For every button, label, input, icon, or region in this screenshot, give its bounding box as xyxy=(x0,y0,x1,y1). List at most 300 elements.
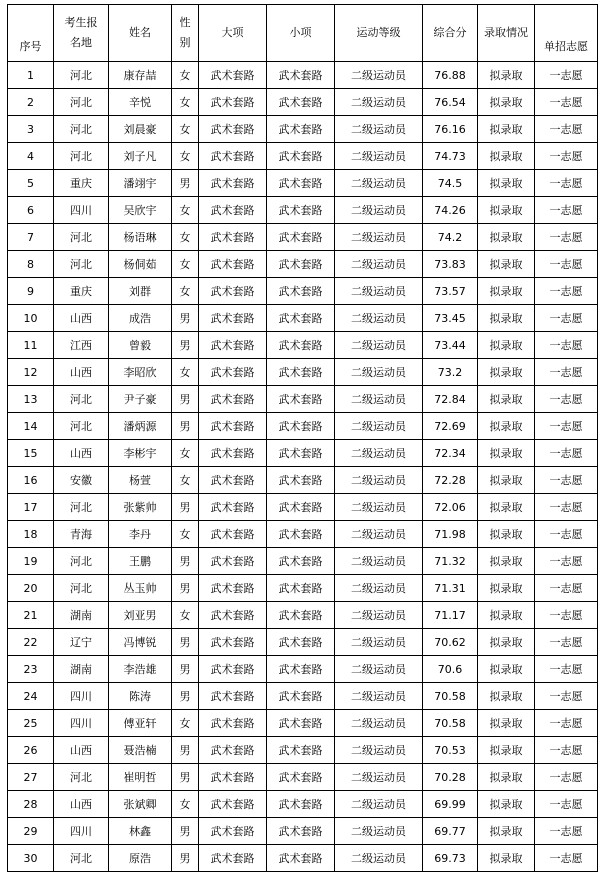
cell-origin: 四川 xyxy=(54,710,109,737)
cell-major: 武术套路 xyxy=(199,278,267,305)
cell-no: 21 xyxy=(8,602,54,629)
cell-minor: 武术套路 xyxy=(267,791,335,818)
cell-level: 二级运动员 xyxy=(335,764,423,791)
cell-major: 武术套路 xyxy=(199,467,267,494)
cell-gender: 男 xyxy=(172,494,199,521)
cell-status: 拟录取 xyxy=(478,224,535,251)
admission-table xyxy=(7,4,598,872)
cell-no: 25 xyxy=(8,710,54,737)
cell-minor: 武术套路 xyxy=(267,764,335,791)
cell-status: 拟录取 xyxy=(478,845,535,872)
cell-major: 武术套路 xyxy=(199,737,267,764)
cell-choice: 一志愿 xyxy=(535,305,598,332)
cell-minor: 武术套路 xyxy=(267,170,335,197)
cell-gender: 男 xyxy=(172,170,199,197)
cell-score: 73.57 xyxy=(423,278,478,305)
cell-major: 武术套路 xyxy=(199,521,267,548)
cell-origin: 河北 xyxy=(54,764,109,791)
cell-status: 拟录取 xyxy=(478,683,535,710)
cell-choice: 一志愿 xyxy=(535,278,598,305)
cell-minor: 武术套路 xyxy=(267,845,335,872)
table-row xyxy=(8,386,598,413)
cell-name: 张紫帅 xyxy=(109,494,172,521)
cell-choice: 一志愿 xyxy=(535,440,598,467)
cell-major: 武术套路 xyxy=(199,359,267,386)
cell-score: 74.26 xyxy=(423,197,478,224)
cell-origin: 重庆 xyxy=(54,170,109,197)
cell-major: 武术套路 xyxy=(199,818,267,845)
cell-minor: 武术套路 xyxy=(267,413,335,440)
table-row xyxy=(8,170,598,197)
cell-minor: 武术套路 xyxy=(267,629,335,656)
cell-origin: 辽宁 xyxy=(54,629,109,656)
cell-level: 二级运动员 xyxy=(335,143,423,170)
cell-minor: 武术套路 xyxy=(267,548,335,575)
cell-status: 拟录取 xyxy=(478,143,535,170)
cell-gender: 男 xyxy=(172,764,199,791)
cell-no: 24 xyxy=(8,683,54,710)
cell-minor: 武术套路 xyxy=(267,386,335,413)
cell-choice: 一志愿 xyxy=(535,683,598,710)
cell-name: 尹子豪 xyxy=(109,386,172,413)
cell-gender: 女 xyxy=(172,62,199,89)
cell-major: 武术套路 xyxy=(199,629,267,656)
table-row xyxy=(8,494,598,521)
cell-origin: 湖南 xyxy=(54,656,109,683)
cell-origin: 河北 xyxy=(54,251,109,278)
cell-minor: 武术套路 xyxy=(267,89,335,116)
cell-name: 陈涛 xyxy=(109,683,172,710)
table-row xyxy=(8,197,598,224)
cell-minor: 武术套路 xyxy=(267,278,335,305)
cell-gender: 女 xyxy=(172,602,199,629)
cell-no: 17 xyxy=(8,494,54,521)
cell-score: 76.16 xyxy=(423,116,478,143)
cell-status: 拟录取 xyxy=(478,197,535,224)
cell-gender: 女 xyxy=(172,359,199,386)
cell-no: 1 xyxy=(8,62,54,89)
cell-origin: 山西 xyxy=(54,791,109,818)
header-status: 录取情况 xyxy=(478,5,535,62)
cell-origin: 河北 xyxy=(54,413,109,440)
cell-minor: 武术套路 xyxy=(267,521,335,548)
cell-status: 拟录取 xyxy=(478,413,535,440)
cell-score: 70.53 xyxy=(423,737,478,764)
cell-no: 23 xyxy=(8,656,54,683)
cell-gender: 男 xyxy=(172,305,199,332)
header-score: 综合分 xyxy=(423,5,478,62)
cell-gender: 男 xyxy=(172,413,199,440)
cell-origin: 河北 xyxy=(54,494,109,521)
cell-choice: 一志愿 xyxy=(535,116,598,143)
cell-level: 二级运动员 xyxy=(335,251,423,278)
cell-origin: 河北 xyxy=(54,548,109,575)
table-row xyxy=(8,656,598,683)
cell-choice: 一志愿 xyxy=(535,845,598,872)
cell-name: 潘翊宇 xyxy=(109,170,172,197)
cell-gender: 男 xyxy=(172,332,199,359)
cell-name: 刘亚男 xyxy=(109,602,172,629)
cell-score: 73.2 xyxy=(423,359,478,386)
cell-level: 二级运动员 xyxy=(335,413,423,440)
cell-name: 杨语琳 xyxy=(109,224,172,251)
cell-level: 二级运动员 xyxy=(335,683,423,710)
cell-choice: 一志愿 xyxy=(535,467,598,494)
header-choice: 单招志愿 xyxy=(535,5,598,62)
cell-status: 拟录取 xyxy=(478,602,535,629)
cell-major: 武术套路 xyxy=(199,575,267,602)
cell-status: 拟录取 xyxy=(478,305,535,332)
cell-name: 冯博锐 xyxy=(109,629,172,656)
cell-major: 武术套路 xyxy=(199,845,267,872)
cell-major: 武术套路 xyxy=(199,548,267,575)
cell-name: 王鹏 xyxy=(109,548,172,575)
cell-score: 69.73 xyxy=(423,845,478,872)
cell-status: 拟录取 xyxy=(478,494,535,521)
table-row xyxy=(8,467,598,494)
cell-no: 28 xyxy=(8,791,54,818)
cell-name: 吴欣宇 xyxy=(109,197,172,224)
cell-gender: 女 xyxy=(172,116,199,143)
cell-level: 二级运动员 xyxy=(335,170,423,197)
cell-level: 二级运动员 xyxy=(335,386,423,413)
cell-name: 傅亚轩 xyxy=(109,710,172,737)
cell-gender: 男 xyxy=(172,845,199,872)
cell-no: 9 xyxy=(8,278,54,305)
cell-gender: 男 xyxy=(172,575,199,602)
cell-minor: 武术套路 xyxy=(267,467,335,494)
cell-score: 74.5 xyxy=(423,170,478,197)
table-header xyxy=(8,5,598,62)
cell-level: 二级运动员 xyxy=(335,656,423,683)
cell-major: 武术套路 xyxy=(199,62,267,89)
table-row xyxy=(8,62,598,89)
cell-level: 二级运动员 xyxy=(335,602,423,629)
cell-choice: 一志愿 xyxy=(535,413,598,440)
cell-status: 拟录取 xyxy=(478,440,535,467)
cell-status: 拟录取 xyxy=(478,116,535,143)
table-row xyxy=(8,278,598,305)
cell-status: 拟录取 xyxy=(478,764,535,791)
cell-minor: 武术套路 xyxy=(267,332,335,359)
table-row xyxy=(8,521,598,548)
cell-level: 二级运动员 xyxy=(335,89,423,116)
cell-level: 二级运动员 xyxy=(335,629,423,656)
cell-origin: 山西 xyxy=(54,305,109,332)
cell-no: 12 xyxy=(8,359,54,386)
cell-no: 14 xyxy=(8,413,54,440)
cell-score: 70.58 xyxy=(423,710,478,737)
cell-origin: 河北 xyxy=(54,224,109,251)
cell-gender: 女 xyxy=(172,467,199,494)
cell-origin: 四川 xyxy=(54,197,109,224)
table-row xyxy=(8,602,598,629)
cell-choice: 一志愿 xyxy=(535,602,598,629)
cell-level: 二级运动员 xyxy=(335,440,423,467)
cell-score: 71.31 xyxy=(423,575,478,602)
header-gender: 性别 xyxy=(172,5,199,62)
cell-choice: 一志愿 xyxy=(535,818,598,845)
cell-no: 22 xyxy=(8,629,54,656)
table-row xyxy=(8,764,598,791)
cell-status: 拟录取 xyxy=(478,710,535,737)
table-row xyxy=(8,332,598,359)
table-row xyxy=(8,440,598,467)
cell-major: 武术套路 xyxy=(199,116,267,143)
table-body xyxy=(8,62,598,872)
cell-origin: 河北 xyxy=(54,143,109,170)
cell-minor: 武术套路 xyxy=(267,494,335,521)
cell-choice: 一志愿 xyxy=(535,629,598,656)
cell-name: 刘群 xyxy=(109,278,172,305)
cell-minor: 武术套路 xyxy=(267,143,335,170)
cell-no: 16 xyxy=(8,467,54,494)
cell-score: 74.2 xyxy=(423,224,478,251)
cell-name: 曾毅 xyxy=(109,332,172,359)
cell-level: 二级运动员 xyxy=(335,278,423,305)
cell-no: 2 xyxy=(8,89,54,116)
cell-level: 二级运动员 xyxy=(335,575,423,602)
cell-status: 拟录取 xyxy=(478,521,535,548)
cell-gender: 女 xyxy=(172,710,199,737)
table-row xyxy=(8,413,598,440)
cell-origin: 青海 xyxy=(54,521,109,548)
cell-score: 73.45 xyxy=(423,305,478,332)
cell-no: 3 xyxy=(8,116,54,143)
cell-gender: 女 xyxy=(172,89,199,116)
cell-score: 70.62 xyxy=(423,629,478,656)
cell-minor: 武术套路 xyxy=(267,359,335,386)
header-origin: 考生报名地 xyxy=(54,5,109,62)
cell-gender: 女 xyxy=(172,224,199,251)
cell-origin: 山西 xyxy=(54,440,109,467)
cell-major: 武术套路 xyxy=(199,224,267,251)
header-level: 运动等级 xyxy=(335,5,423,62)
cell-gender: 女 xyxy=(172,791,199,818)
cell-origin: 河北 xyxy=(54,62,109,89)
cell-major: 武术套路 xyxy=(199,602,267,629)
cell-choice: 一志愿 xyxy=(535,710,598,737)
cell-score: 73.44 xyxy=(423,332,478,359)
cell-name: 杨侗茹 xyxy=(109,251,172,278)
cell-name: 辛悦 xyxy=(109,89,172,116)
cell-name: 刘子凡 xyxy=(109,143,172,170)
cell-level: 二级运动员 xyxy=(335,116,423,143)
cell-no: 26 xyxy=(8,737,54,764)
table-row xyxy=(8,224,598,251)
cell-minor: 武术套路 xyxy=(267,575,335,602)
cell-gender: 女 xyxy=(172,197,199,224)
cell-minor: 武术套路 xyxy=(267,440,335,467)
cell-minor: 武术套路 xyxy=(267,305,335,332)
cell-level: 二级运动员 xyxy=(335,197,423,224)
cell-score: 71.98 xyxy=(423,521,478,548)
cell-choice: 一志愿 xyxy=(535,737,598,764)
cell-score: 72.84 xyxy=(423,386,478,413)
cell-choice: 一志愿 xyxy=(535,791,598,818)
cell-name: 原浩 xyxy=(109,845,172,872)
cell-level: 二级运动员 xyxy=(335,845,423,872)
cell-name: 成浩 xyxy=(109,305,172,332)
table-row xyxy=(8,737,598,764)
cell-major: 武术套路 xyxy=(199,143,267,170)
cell-origin: 河北 xyxy=(54,89,109,116)
cell-score: 76.88 xyxy=(423,62,478,89)
cell-major: 武术套路 xyxy=(199,710,267,737)
cell-major: 武术套路 xyxy=(199,656,267,683)
header-name: 姓名 xyxy=(109,5,172,62)
table-row xyxy=(8,575,598,602)
cell-choice: 一志愿 xyxy=(535,170,598,197)
cell-choice: 一志愿 xyxy=(535,143,598,170)
cell-origin: 江西 xyxy=(54,332,109,359)
cell-level: 二级运动员 xyxy=(335,359,423,386)
cell-choice: 一志愿 xyxy=(535,656,598,683)
cell-score: 70.28 xyxy=(423,764,478,791)
cell-level: 二级运动员 xyxy=(335,737,423,764)
cell-no: 7 xyxy=(8,224,54,251)
cell-gender: 女 xyxy=(172,278,199,305)
cell-name: 崔明哲 xyxy=(109,764,172,791)
cell-status: 拟录取 xyxy=(478,548,535,575)
cell-level: 二级运动员 xyxy=(335,62,423,89)
cell-major: 武术套路 xyxy=(199,89,267,116)
cell-major: 武术套路 xyxy=(199,197,267,224)
cell-origin: 河北 xyxy=(54,116,109,143)
cell-score: 70.58 xyxy=(423,683,478,710)
table-row xyxy=(8,629,598,656)
cell-major: 武术套路 xyxy=(199,440,267,467)
cell-no: 5 xyxy=(8,170,54,197)
table-row xyxy=(8,305,598,332)
cell-status: 拟录取 xyxy=(478,278,535,305)
table-row xyxy=(8,818,598,845)
cell-status: 拟录取 xyxy=(478,386,535,413)
cell-minor: 武术套路 xyxy=(267,737,335,764)
cell-score: 76.54 xyxy=(423,89,478,116)
cell-no: 6 xyxy=(8,197,54,224)
cell-choice: 一志愿 xyxy=(535,764,598,791)
table-row xyxy=(8,251,598,278)
cell-gender: 女 xyxy=(172,251,199,278)
cell-no: 19 xyxy=(8,548,54,575)
cell-level: 二级运动员 xyxy=(335,305,423,332)
cell-gender: 男 xyxy=(172,656,199,683)
cell-status: 拟录取 xyxy=(478,818,535,845)
table-row xyxy=(8,116,598,143)
cell-status: 拟录取 xyxy=(478,89,535,116)
cell-no: 15 xyxy=(8,440,54,467)
table-row xyxy=(8,845,598,872)
cell-name: 李昭欣 xyxy=(109,359,172,386)
cell-level: 二级运动员 xyxy=(335,467,423,494)
cell-name: 林鑫 xyxy=(109,818,172,845)
cell-no: 11 xyxy=(8,332,54,359)
cell-status: 拟录取 xyxy=(478,467,535,494)
cell-level: 二级运动员 xyxy=(335,224,423,251)
table-row xyxy=(8,710,598,737)
cell-status: 拟录取 xyxy=(478,170,535,197)
cell-minor: 武术套路 xyxy=(267,62,335,89)
cell-choice: 一志愿 xyxy=(535,224,598,251)
cell-origin: 四川 xyxy=(54,818,109,845)
table-row xyxy=(8,791,598,818)
cell-minor: 武术套路 xyxy=(267,818,335,845)
cell-choice: 一志愿 xyxy=(535,251,598,278)
cell-status: 拟录取 xyxy=(478,359,535,386)
cell-no: 20 xyxy=(8,575,54,602)
cell-score: 69.77 xyxy=(423,818,478,845)
cell-choice: 一志愿 xyxy=(535,197,598,224)
cell-no: 10 xyxy=(8,305,54,332)
header-minor: 小项 xyxy=(267,5,335,62)
cell-score: 74.73 xyxy=(423,143,478,170)
cell-no: 30 xyxy=(8,845,54,872)
cell-gender: 男 xyxy=(172,818,199,845)
table-row xyxy=(8,143,598,170)
cell-level: 二级运动员 xyxy=(335,710,423,737)
cell-choice: 一志愿 xyxy=(535,359,598,386)
table-row xyxy=(8,359,598,386)
cell-name: 李浩雄 xyxy=(109,656,172,683)
cell-major: 武术套路 xyxy=(199,386,267,413)
header-major: 大项 xyxy=(199,5,267,62)
cell-major: 武术套路 xyxy=(199,170,267,197)
cell-choice: 一志愿 xyxy=(535,332,598,359)
cell-status: 拟录取 xyxy=(478,629,535,656)
cell-no: 4 xyxy=(8,143,54,170)
cell-choice: 一志愿 xyxy=(535,89,598,116)
cell-name: 李丹 xyxy=(109,521,172,548)
cell-major: 武术套路 xyxy=(199,251,267,278)
cell-minor: 武术套路 xyxy=(267,251,335,278)
cell-status: 拟录取 xyxy=(478,656,535,683)
cell-minor: 武术套路 xyxy=(267,602,335,629)
cell-score: 71.17 xyxy=(423,602,478,629)
table-row xyxy=(8,89,598,116)
cell-major: 武术套路 xyxy=(199,413,267,440)
cell-gender: 女 xyxy=(172,521,199,548)
cell-no: 13 xyxy=(8,386,54,413)
table-row xyxy=(8,548,598,575)
cell-major: 武术套路 xyxy=(199,764,267,791)
cell-no: 8 xyxy=(8,251,54,278)
cell-score: 72.06 xyxy=(423,494,478,521)
cell-origin: 河北 xyxy=(54,575,109,602)
cell-level: 二级运动员 xyxy=(335,791,423,818)
cell-name: 张斌卿 xyxy=(109,791,172,818)
cell-gender: 男 xyxy=(172,548,199,575)
cell-name: 杨萱 xyxy=(109,467,172,494)
cell-gender: 男 xyxy=(172,737,199,764)
cell-choice: 一志愿 xyxy=(535,521,598,548)
cell-origin: 山西 xyxy=(54,737,109,764)
cell-choice: 一志愿 xyxy=(535,575,598,602)
cell-status: 拟录取 xyxy=(478,575,535,602)
cell-name: 潘炳源 xyxy=(109,413,172,440)
cell-no: 27 xyxy=(8,764,54,791)
cell-origin: 四川 xyxy=(54,683,109,710)
cell-choice: 一志愿 xyxy=(535,386,598,413)
cell-name: 康存喆 xyxy=(109,62,172,89)
cell-minor: 武术套路 xyxy=(267,224,335,251)
cell-level: 二级运动员 xyxy=(335,818,423,845)
cell-score: 70.6 xyxy=(423,656,478,683)
cell-status: 拟录取 xyxy=(478,737,535,764)
cell-choice: 一志愿 xyxy=(535,548,598,575)
cell-origin: 重庆 xyxy=(54,278,109,305)
cell-name: 刘晨豪 xyxy=(109,116,172,143)
